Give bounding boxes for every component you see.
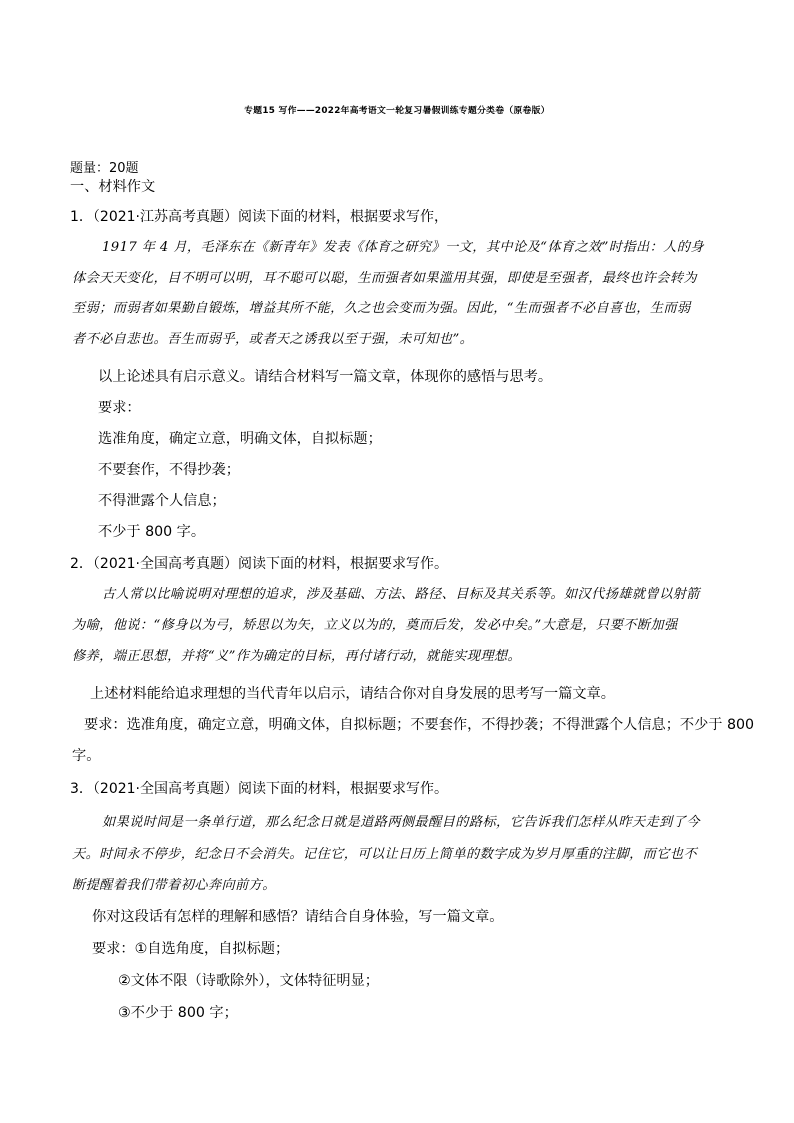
q2-material-line: 修养，端正思想，并将“义”作为确定的目标，再付诸行动，就能实现理想。 — [72, 649, 522, 664]
q1-requirements-label: 要求： — [98, 400, 141, 416]
question-1-heading: 1．（2021·江苏高考真题）阅读下面的材料，根据要求写作， — [70, 209, 448, 225]
q1-requirement: 选准角度，确定立意，明确文体，自拟标题； — [98, 431, 382, 447]
question-3-heading: 3．（2021·全国高考真题）阅读下面的材料，根据要求写作。 — [70, 781, 448, 797]
q1-material-line: 1917 年 4 月，毛泽东在《新青年》发表《体育之研究》一文，其中论及“体育之效”时指出：人的身 — [102, 240, 704, 255]
q1-requirement: 不要套作，不得抄袭； — [98, 462, 240, 478]
section-heading: 一、材料作文 — [70, 179, 156, 195]
question-2-heading: 2．（2021·全国高考真题）阅读下面的材料，根据要求写作。 — [70, 556, 448, 572]
q1-material-line: 至弱；而弱者如果勤自锻炼，增益其所不能，久之也会变而为强。因此，“生而强者不必自喜也，生而弱 — [72, 301, 691, 316]
q3-material-line: 天。时间永不停步，纪念日不会消失。记住它，可以让日历上简单的数字成为岁月厚重的注脚，而它也不 — [72, 847, 698, 862]
q3-task: 你对这段话有怎样的理解和感悟？请结合自身体验，写一篇文章。 — [92, 909, 504, 925]
q2-material-line: 为喻，他说：“修身以为弓，矫思以为矢，立义以为的，奠而后发，发必中矣。”大意是，只要不断加强 — [72, 618, 678, 633]
q2-requirement: 要求：选准角度，确定立意，明确文体，自拟标题；不要套作，不得抄袭；不得泄露个人信息；不少于 800 — [84, 717, 755, 733]
q1-material-line: 体会天天变化，目不明可以明，耳不聪可以聪，生而强者如果滥用其强，即使是至强者，最终也许会转为 — [72, 271, 698, 286]
q1-requirement: 不得泄露个人信息； — [98, 493, 226, 509]
q1-requirement: 不少于 800 字。 — [98, 524, 206, 540]
q3-material-line: 断提醒着我们带着初心奔向前方。 — [72, 878, 276, 893]
q2-requirement: 字。 — [72, 748, 101, 764]
q3-requirement: ③不少于 800 字； — [118, 1005, 238, 1021]
q1-material-line: 者不必自悲也。吾生而弱乎，或者天之诱我以至于强，未可知也”。 — [72, 332, 474, 347]
q3-requirement: 要求：①自选角度，自拟标题； — [92, 941, 290, 957]
q3-requirement: ②文体不限（诗歌除外），文体特征明显； — [118, 973, 379, 989]
q3-material-line: 如果说时间是一条单行道，那么纪念日就是道路两侧最醒目的路标，它告诉我们怎样从昨天走到了今 — [102, 815, 700, 830]
q1-task: 以上论述具有启示意义。请结合材料写一篇文章，体现你的感悟与思考。 — [98, 369, 553, 385]
question-count: 题量：20题 — [70, 161, 139, 176]
document-title: 专题15 写作——2022年高考语文一轮复习暑假训练专题分类卷（原卷版） — [244, 106, 550, 116]
q2-task: 上述材料能给追求理想的当代青年以启示，请结合你对自身发展的思考写一篇文章。 — [90, 686, 615, 702]
q2-material-line: 古人常以比喻说明对理想的追求，涉及基础、方法、路径、目标及其关系等。如汉代扬雄就曾以射箭 — [102, 587, 700, 602]
